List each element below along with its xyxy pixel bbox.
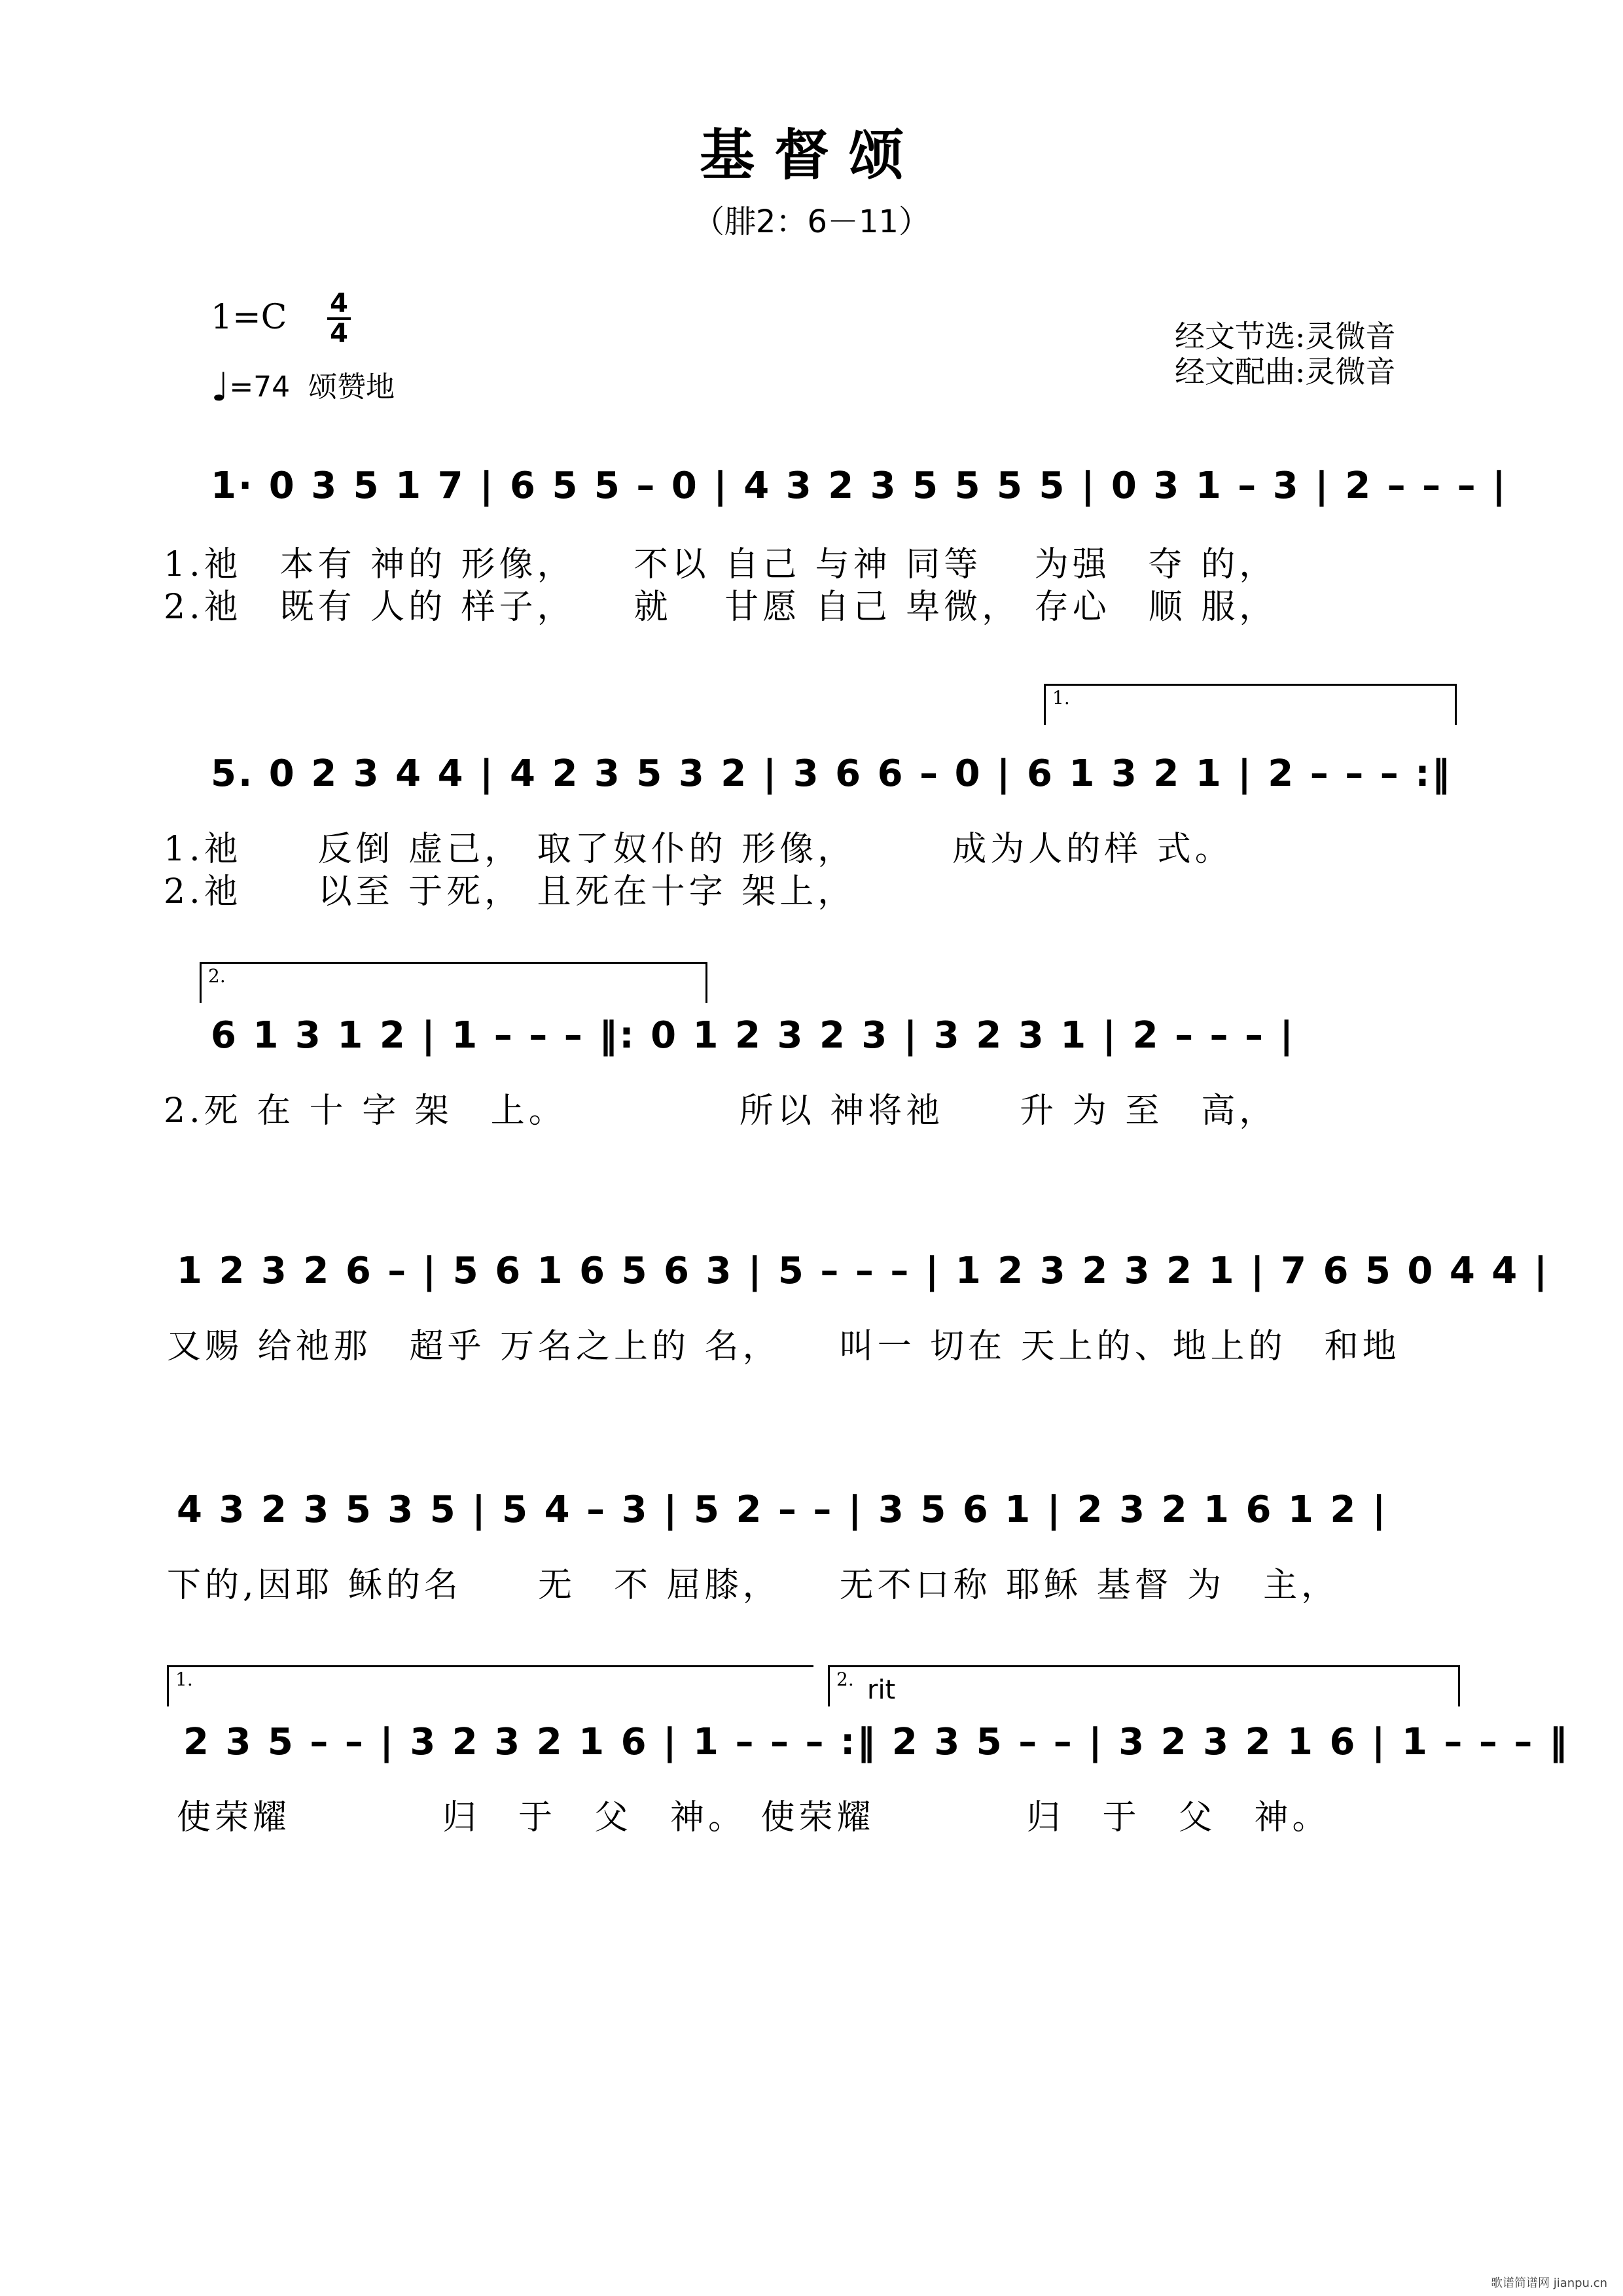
lyrics-row-1-verse-1: 1.祂 本有 神的 形像， 不以 自己 与神 同等 为强 夺 的， — [164, 545, 1277, 584]
quarter-note-icon: ♩ — [211, 364, 230, 410]
tempo-value: =74 — [229, 370, 291, 404]
notes-row-4: 1 2 3 2 6 – | 5 6 1 6 5 6 3 | 5 – – – | 1 2 3 2 3 2 1 | 7 6 5 0 4 4 | — [177, 1250, 1550, 1292]
time-sig-top: 4 — [330, 289, 348, 319]
site-watermark: 歌谱简谱网 jianpu.cn — [1490, 2276, 1607, 2290]
volta-bracket: 2. — [200, 962, 707, 1003]
time-signature — [327, 289, 351, 349]
time-sig-bottom: 4 — [330, 319, 348, 349]
volta-bracket-2: 2. — [828, 1665, 1460, 1706]
key-signature: 1=C — [211, 298, 287, 337]
lyrics-row-3: 2.死 在 十 字 架 上。 所以 神将祂 升 为 至 高， — [164, 1091, 1277, 1131]
lyrics-row-1-verse-2: 2.祂 既有 人的 样子， 就 甘愿 自己 卑微， 存心 顺 服， — [164, 588, 1277, 627]
volta-bracket: 1. — [1044, 684, 1457, 725]
tempo-marking — [211, 363, 395, 410]
lyrics-row-5: 下的,因耶 稣的名 无 不 屈膝， 无不口称 耶稣 基督 为 主， — [167, 1566, 1340, 1605]
lyrics-row-6: 使荣耀 归 于 父 神。 使荣耀 归 于 父 神。 — [177, 1798, 1330, 1837]
notes-row-6: 2 3 5 – – | 3 2 3 2 1 6 | 1 – – – :‖ 2 3 5 – – | 3 2 3 2 1 6 | 1 – – – ‖ — [183, 1721, 1569, 1763]
credit-lyrics: 经文节选:灵微音 — [1175, 319, 1396, 354]
lyrics-row-4: 又赐 给祂那 超乎 万名之上的 名， 叫一 切在 天上的、地上的 和地 — [167, 1327, 1400, 1366]
volta-bracket-1: 1. — [167, 1665, 813, 1706]
credit-music: 经文配曲:灵微音 — [1175, 354, 1396, 389]
notes-row-1: 1· 0 3 5 1 7 | 6 5 5 – 0 | 4 3 2 3 5 5 5 5 | 0 3 1 – 3 | 2 – – – | — [211, 465, 1508, 507]
scripture-reference: （腓2：6－11） — [692, 203, 931, 240]
song-title: 基督颂 — [699, 123, 923, 187]
ritardando-marking: rit — [867, 1675, 896, 1705]
notes-row-3: 6 1 3 1 2 | 1 – – – ‖: 0 1 2 3 2 3 | 3 2 3 1 | 2 – – – | — [211, 1014, 1296, 1057]
notes-row-5: 4 3 2 3 5 3 5 | 5 4 – 3 | 5 2 – – | 3 5 6 1 | 2 3 2 1 6 1 2 | — [177, 1489, 1388, 1531]
lyrics-row-2-verse-2: 2.祂 以至 于死， 且死在十字 架上， — [164, 872, 856, 911]
expression-marking: 颂赞地 — [308, 370, 395, 404]
lyrics-row-2-verse-1: 1.祂 反倒 虚己， 取了奴仆的 形像， 成为人的样 式。 — [164, 830, 1233, 869]
notes-row-2: 5. 0 2 3 4 4 | 4 2 3 5 3 2 | 3 6 6 – 0 | 6 1 3 2 1 | 2 – – – :‖ — [211, 752, 1452, 795]
